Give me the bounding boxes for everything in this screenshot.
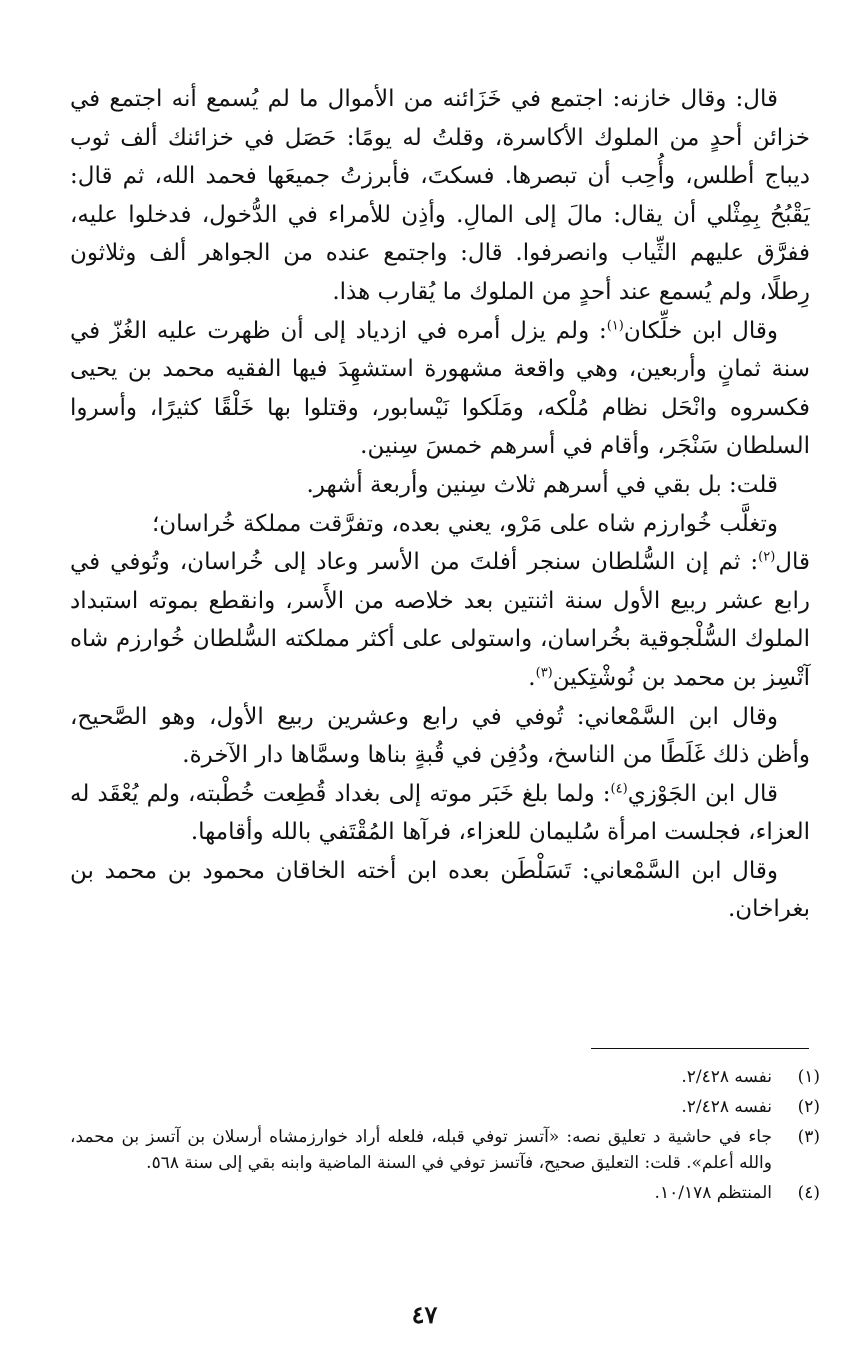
paragraph: وتغلَّب خُوارزم شاه على مَرْو، يعني بعده، وتفرَّقت مملكة خُراسان؛ (151, 510, 778, 537)
footnote-number: (٣) (797, 1127, 820, 1147)
footnote-ref[interactable]: (٤) (610, 781, 628, 797)
paragraph: وقال ابن السَّمْعاني: تَسَلْطَن بعده ابن أخته الخاقان محمود بن محمد بن بغراخان. (70, 857, 810, 923)
footnote-text: جاء في حاشية د تعليق نصه: «آتسز توفي قبله، فلعله أراد خوارزمشاه أرسلان بن آتسز بن محمد، والله أعلم». قلت: التعليق صحيح، فآتسز توفي في السنة الماضية وابنه بقي إلى سنة ٥٦٨. (70, 1127, 772, 1173)
paragraph: وقال ابن السَّمْعاني: تُوفي في رابع وعشرين ربيع الأول، وهو الصَّحيح، وأظن ذلك غَلَطًا من الناسخ، ودُفِن في قُبةٍ بناها وسمَّاها دار الآخرة. (70, 703, 810, 769)
footnote-ref[interactable]: (١) (606, 317, 624, 333)
paragraph (70, 312, 810, 466)
footnote-number: (٢) (797, 1097, 820, 1117)
footnote-number: (٤) (797, 1183, 820, 1203)
footnote (70, 1180, 820, 1206)
text-span: قال ابن الجَوْزي (627, 780, 778, 807)
footnote-ref[interactable]: (٢) (758, 549, 776, 565)
footnote (70, 1094, 820, 1120)
paragraph: قال: وقال خازنه: اجتمع في خَزَائنه من الأموال ما لم يُسمع أنه اجتمع في خزائن أحدٍ من الملوك الأكاسرة، وقلتُ له يومًا: حَصَل في خزائنك ألف ثوب ديباج أطلس، وأُحِب أن تبصرها. فسكتَ، فأبرزتُ جميعَها فحمد الله، ثم قال: يَقْبُحُ بِمِثْلي أن يقال: مالَ إلى المالِ. وأذِن للأمراء في الدُّخول، فدخلوا عليه، ففرَّق عليهم الثِّياب وانصرفوا. قال: واجتمع عنده من الجواهر ألف وثلاثون رِطلًا، ولم يُسمع عند أحدٍ من الملوك ما يُقارب هذا. (70, 86, 810, 305)
footnote-text: نفسه ٢/٤٢٨. (681, 1097, 772, 1117)
footnote-number: (١) (797, 1067, 820, 1087)
text-span: وقال ابن خلِّكان (623, 317, 778, 344)
paragraph (70, 775, 810, 852)
footnote (70, 1124, 820, 1176)
footnote-text: نفسه ٢/٤٢٨. (681, 1067, 772, 1087)
footnote-text: المنتظم ١٠/١٧٨. (654, 1183, 772, 1203)
text-span: : ثم إن السُّلطان سنجر أفلتَ من الأسر وعاد إلى خُراسان، وتُوفي في رابع عشر ربيع الأول سنة اثنتين بعد خلاصه من الأَسر، وانقطع بموته استبداد الملوك السُّلْجوقية بخُراسان، واستولى على أكثر مملكته السُّلطان خُوارزم شاه آتْسِز بن محمد بن نُوشْتِكين (70, 549, 810, 691)
page-number: ٤٧ (411, 1300, 438, 1329)
footnotes (70, 1064, 820, 1210)
text-span: قال (775, 549, 810, 576)
main-text (70, 80, 810, 929)
footnote (70, 1064, 820, 1090)
text-span: : ولم يزل أمره في ازدياد إلى أن ظهرت عليه الغُزّ في سنة ثمانٍ وأربعين، وهي واقعة مشهورة استشهِدَ فيها الفقيه محمد بن يحيى فكسروه وانْحَل نظام مُلْكه، ومَلَكوا نَيْسابور، وقتلوا بها خَلْقًا كثيرًا، وأسروا السلطان سَنْجَر، وأقام في أسرهم خمسَ سِنين. (70, 317, 810, 460)
footnote-ref[interactable]: (٣) (535, 665, 553, 681)
text-span: : ولما بلغ خَبَر موته إلى بغداد قُطِعت خُطْبته، ولم يُعْقَد له العزاء، فجلست امرأة سُليمان للعزاء، فرآها المُقْتَفي بالله وأقامها. (70, 780, 810, 846)
paragraph (70, 543, 810, 697)
paragraph: قلت: بل بقي في أسرهم ثلاث سِنين وأربعة أشهر. (306, 471, 778, 498)
footnote-separator (591, 1048, 809, 1049)
text-span: . (528, 664, 536, 691)
